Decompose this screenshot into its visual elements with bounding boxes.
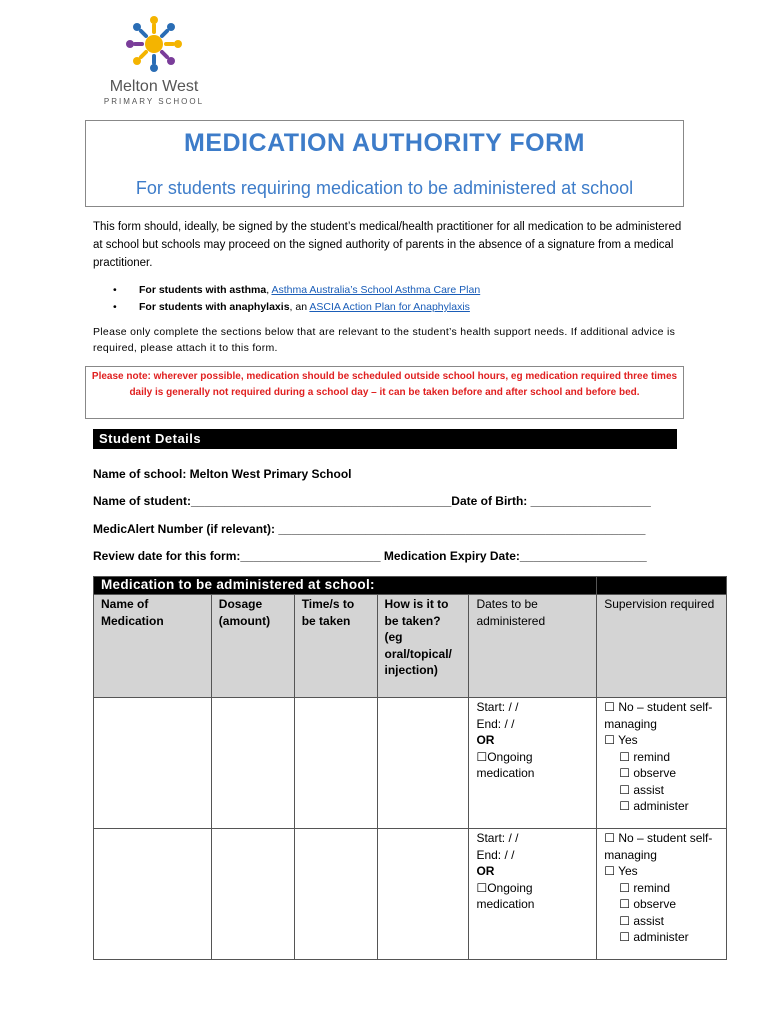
medicalert-number-field[interactable]: MedicAlert Number (if relevant): _______________________________________________________: [93, 522, 646, 536]
medication-name-cell[interactable]: [94, 829, 212, 960]
medication-table-title-row: [94, 577, 727, 595]
sun-people-logo-icon: [122, 12, 186, 76]
time-cell[interactable]: [294, 829, 377, 960]
dates-cell: [469, 698, 597, 829]
supervision-assist-option[interactable]: ☐ assist: [619, 782, 664, 797]
col-header-dosage: Dosage (amount): [211, 595, 294, 698]
start-date-field[interactable]: Start: / /: [476, 700, 519, 714]
checkbox-icon[interactable]: ☐: [604, 733, 615, 747]
dosage-cell[interactable]: [211, 698, 294, 829]
method-cell[interactable]: [377, 698, 469, 829]
table-row: [94, 698, 727, 829]
table-row: [94, 829, 727, 960]
intro-paragraph: This form should, ideally, be signed by the student’s medical/health practitioner for all medication to be administered at school but schools may proceed on the signed authority of parents in the absence of a signature from a medical practitioner.: [93, 221, 682, 269]
list-item: • For students with anaphylaxis, an ASCIA Action Plan for Anaphylaxis: [113, 299, 683, 316]
checkbox-icon[interactable]: ☐: [619, 897, 630, 911]
school-name-field: Name of school: Melton West Primary School: [93, 467, 352, 481]
checkbox-icon[interactable]: ☐: [476, 880, 488, 895]
ongoing-option[interactable]: ☐Ongoing medication: [476, 749, 535, 780]
ascia-action-plan-link[interactable]: ASCIA Action Plan for Anaphylaxis: [309, 301, 470, 313]
form-subtitle: For students requiring medication to be administered at school: [135, 178, 634, 198]
supervision-no-option[interactable]: ☐ No – student self- managing: [604, 700, 713, 731]
logo-school-type: PRIMARY SCHOOL: [103, 97, 205, 106]
medication-name-cell[interactable]: [94, 698, 212, 829]
ongoing-option[interactable]: ☐Ongoing medication: [476, 880, 535, 911]
end-date-field[interactable]: End: / /: [476, 716, 515, 731]
supervision-remind-option[interactable]: ☐ remind: [619, 749, 670, 764]
supervision-cell: [597, 698, 727, 829]
student-name-dob-field[interactable]: Name of student:_______________________________________Date of Birth: __________________: [93, 494, 651, 508]
supervision-cell: [597, 829, 727, 960]
bullet-label: For students with anaphylaxis: [139, 301, 290, 313]
col-header-time: Time/s to be taken: [294, 595, 377, 698]
student-details-heading: Student Details: [93, 429, 677, 449]
supervision-no-option[interactable]: ☐ No – student self- managing: [604, 831, 713, 862]
bullet-label: For students with asthma: [139, 284, 267, 296]
checkbox-icon[interactable]: ☐: [619, 880, 630, 895]
form-title-box: [85, 120, 684, 207]
list-item: • For students with asthma, Asthma Australia’s School Asthma Care Plan: [113, 282, 683, 299]
checkbox-icon[interactable]: ☐: [619, 782, 630, 797]
form-title: MEDICATION AUTHORITY FORM: [184, 129, 585, 157]
col-header-dates: Dates to be administered: [469, 595, 597, 698]
col-header-method: How is it to be taken? (eg oral/topical/ injection): [377, 595, 469, 698]
checkbox-icon[interactable]: ☐: [604, 831, 615, 845]
or-label: OR: [476, 864, 495, 878]
supervision-administer-option[interactable]: ☐ administer: [619, 799, 689, 813]
supervision-yes-option[interactable]: ☐ Yes: [604, 864, 638, 878]
start-date-field[interactable]: Start: / /: [476, 831, 519, 845]
supervision-assist-option[interactable]: ☐ assist: [619, 913, 664, 928]
review-expiry-date-field[interactable]: Review date for this form:_____________________ Medication Expiry Date:___________________: [93, 549, 647, 563]
checkbox-icon[interactable]: ☐: [619, 766, 630, 780]
medication-table: [93, 576, 727, 960]
checkbox-icon[interactable]: ☐: [619, 913, 630, 928]
logo-school-name: Melton West: [109, 78, 199, 95]
school-logo: [98, 12, 210, 106]
col-header-name: Name of Medication: [94, 595, 212, 698]
end-date-field[interactable]: End: / /: [476, 847, 515, 862]
supervision-remind-option[interactable]: ☐ remind: [619, 880, 670, 895]
medication-heading: Medication to be administered at school:: [94, 577, 597, 595]
checkbox-icon[interactable]: ☐: [619, 749, 630, 764]
supervision-observe-option[interactable]: ☐ observe: [619, 766, 677, 780]
checkbox-icon[interactable]: ☐: [619, 799, 630, 813]
plan-links-list: [113, 282, 683, 316]
asthma-care-plan-link[interactable]: Asthma Australia’s School Asthma Care Plan: [271, 284, 481, 296]
warning-box: Please note: wherever possible, medication should be scheduled outside school hours, eg medication required three times daily is generally not required during a school day – it can be taken before and after school and before bed.: [85, 366, 684, 419]
method-cell[interactable]: [377, 829, 469, 960]
dosage-cell[interactable]: [211, 829, 294, 960]
checkbox-icon[interactable]: ☐: [604, 864, 615, 878]
checkbox-icon[interactable]: ☐: [619, 930, 630, 944]
or-label: OR: [476, 733, 495, 747]
dates-cell: [469, 829, 597, 960]
checkbox-icon[interactable]: ☐: [476, 749, 488, 764]
time-cell[interactable]: [294, 698, 377, 829]
supervision-yes-option[interactable]: ☐ Yes: [604, 733, 638, 747]
instructions-note: Please only complete the sections below that are relevant to the student’s health support needs. If additional advice is required, please attach it to this form.: [93, 326, 676, 354]
checkbox-icon[interactable]: ☐: [604, 700, 615, 714]
supervision-observe-option[interactable]: ☐ observe: [619, 897, 677, 911]
medication-header-row: [94, 595, 727, 698]
col-header-supervision: Supervision required: [597, 595, 727, 698]
supervision-administer-option[interactable]: ☐ administer: [619, 930, 689, 944]
